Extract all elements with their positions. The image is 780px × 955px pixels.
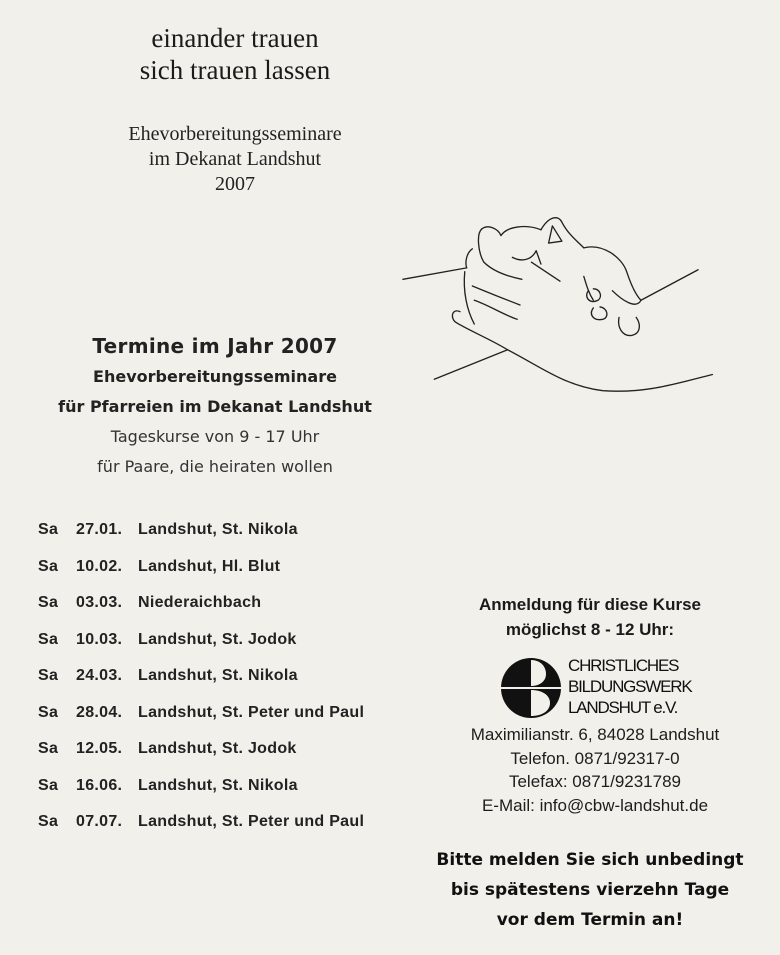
logo-line-2: BILDUNGSWERK xyxy=(568,677,692,696)
title-line-2: sich trauen lassen xyxy=(139,55,331,85)
registration-line-2: möglichst 8 - 12 Uhr: xyxy=(505,620,675,639)
day-label: Sa xyxy=(38,594,59,611)
title-block xyxy=(90,22,380,86)
place-label: Landshut, St. Nikola xyxy=(138,521,298,538)
registration-heading xyxy=(430,592,750,642)
phone: Telefon. 0871/92317-0 xyxy=(510,748,680,768)
date-label: 28.04. xyxy=(76,703,123,721)
logo-line-1: CHRISTLICHES xyxy=(568,656,679,675)
list-item xyxy=(38,804,418,841)
subtitle-line-2: im Dekanat Landshut xyxy=(148,148,322,170)
termine-heading: Termine im Jahr 2007 xyxy=(92,334,338,358)
list-item xyxy=(38,512,418,549)
subtitle-year: 2007 xyxy=(215,173,255,195)
day-label: Sa xyxy=(38,813,59,830)
termine-block xyxy=(20,330,410,482)
subtitle-line-1: Ehevorbereitungsseminare xyxy=(128,123,342,145)
cbw-logo xyxy=(500,655,710,721)
list-item xyxy=(38,585,418,622)
registration-line-1: Anmeldung für diese Kurse xyxy=(479,595,701,614)
email-link[interactable]: E-Mail: info@cbw-landshut.de xyxy=(481,795,709,815)
date-label: 10.03. xyxy=(76,630,123,648)
day-label: Sa xyxy=(38,667,59,684)
day-label: Sa xyxy=(38,776,59,794)
fax: Telefax: 0871/9231789 xyxy=(508,772,682,791)
day-label: Sa xyxy=(38,557,59,575)
logo-line-3: LANDSHUT e.V. xyxy=(568,698,678,717)
contact-block xyxy=(430,723,760,817)
notice-line-3: vor dem Termin an! xyxy=(496,910,684,930)
notice-block xyxy=(415,845,765,935)
cbw-logo-icon xyxy=(500,657,562,719)
termine-line-1: Ehevorbereitungsseminare xyxy=(93,367,337,386)
list-item xyxy=(38,731,418,768)
subtitle-block xyxy=(80,122,390,197)
place-label: Landshut, St. Nikola xyxy=(138,667,298,684)
day-label: Sa xyxy=(38,740,59,757)
day-label: Sa xyxy=(38,630,59,648)
list-item xyxy=(38,549,418,586)
cbw-logo-text xyxy=(568,655,692,718)
day-label: Sa xyxy=(38,703,59,721)
termine-line-2: für Pfarreien im Dekanat Landshut xyxy=(58,397,372,416)
place-label: Landshut, St. Jodok xyxy=(138,740,297,757)
place-label: Niederaichbach xyxy=(138,594,262,611)
date-label: 16.06. xyxy=(76,776,123,794)
list-item xyxy=(38,658,418,695)
list-item xyxy=(38,622,418,659)
list-item xyxy=(38,695,418,732)
place-label: Landshut, St. Peter und Paul xyxy=(138,813,365,830)
date-label: 27.01. xyxy=(76,521,123,538)
dates-list xyxy=(38,512,418,841)
date-label: 24.03. xyxy=(76,667,123,684)
place-label: Landshut, St. Peter und Paul xyxy=(138,703,365,721)
clasped-hands-icon xyxy=(390,205,730,405)
place-label: Landshut, Hl. Blut xyxy=(138,557,281,575)
date-label: 07.07. xyxy=(76,813,123,830)
notice-line-2: bis spätestens vierzehn Tage xyxy=(450,880,730,900)
date-label: 03.03. xyxy=(76,594,123,611)
day-label: Sa xyxy=(38,521,59,538)
termine-line-3: Tageskurse von 9 - 17 Uhr xyxy=(110,427,320,446)
place-label: Landshut, St. Jodok xyxy=(138,630,297,648)
notice-line-1: Bitte melden Sie sich unbedingt xyxy=(436,850,744,870)
termine-line-4: für Paare, die heiraten wollen xyxy=(97,457,333,476)
date-label: 12.05. xyxy=(76,740,123,757)
title-line-1: einander trauen xyxy=(151,23,319,53)
place-label: Landshut, St. Nikola xyxy=(138,776,298,794)
list-item xyxy=(38,768,418,805)
date-label: 10.02. xyxy=(76,557,123,575)
address: Maximilianstr. 6, 84028 Landshut xyxy=(470,725,720,744)
